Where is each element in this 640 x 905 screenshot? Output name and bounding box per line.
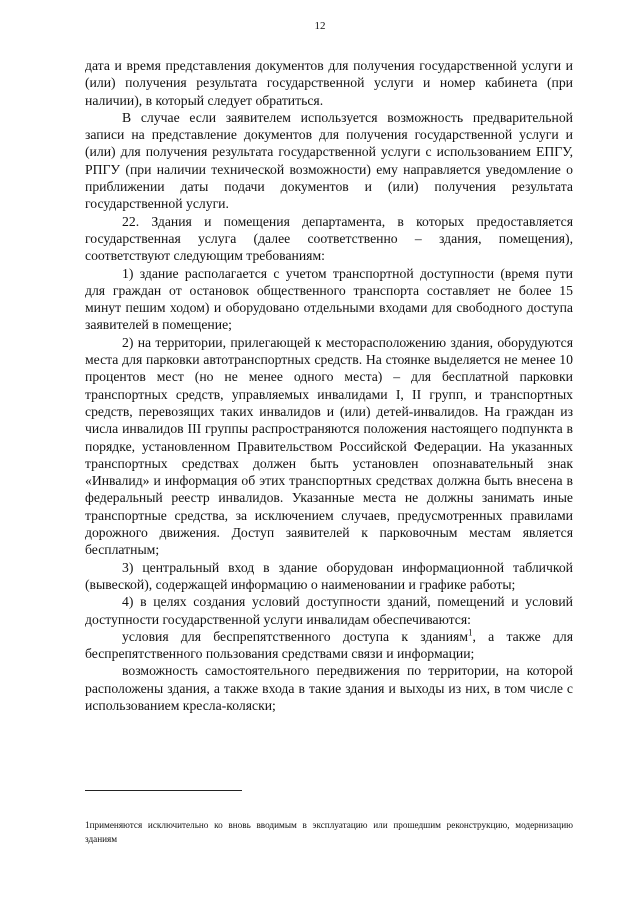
footnote-text: применяются исключительно ко вновь вводимым в эксплуатацию или прошедшим реконструкцию, модернизацию зданиям xyxy=(85,820,573,844)
paragraph-text: условия для беспрепятственного доступа к зданиям xyxy=(122,628,469,644)
paragraph xyxy=(85,593,573,628)
paragraph xyxy=(85,628,573,663)
footnote xyxy=(85,818,573,846)
paragraph xyxy=(85,57,573,109)
footnote-marker: 1 xyxy=(85,820,90,830)
paragraph-text: дата и время представления документов для получения государственной услуги и (или) получения результата государственной услуги и номер кабинета (при наличии), в который следует обратиться. xyxy=(85,58,573,108)
paragraph xyxy=(85,265,573,334)
paragraph-text: 2) на территории, прилегающей к месторасположению здания, оборудуются места для парковки автотранспортных средств. На стоянке выделяется не менее 10 процентов мест (но не менее одного места) – для бесплатной парковки транспортных средств, управляемых инвалидами I, II групп, и транспортных средств, перевозящих таких инвалидов и (или) детей-инвалидов. На граждан из числа инвалидов III группы распространяются положения настоящего подпункта в порядке, установленном Правительством Российской Федерации. На указанных транспортных средствах должен быть установлен опознавательный знак «Инвалид» и информация об этих транспортных средствах должна быть внесена в федеральный реестр инвалидов. Указанные места не должны занимать иные транспортные средства, за исключением случаев, предусмотренных правилами дорожного движения. Доступ заявителей к парковочным местам является бесплатным; xyxy=(85,334,573,558)
paragraph-text: 1) здание располагается с учетом транспортной доступности (время пути для граждан от остановок общественного транспорта составляет не более 15 минут пешим ходом) и оборудовано отдельными входами для свободного доступа заявителей в помещение; xyxy=(85,265,573,333)
footnote-reference: 1 xyxy=(468,627,473,638)
paragraph-text: 3) центральный вход в здание оборудован информационной табличкой (вывеской), содержащей информацию о наименовании и графике работы; xyxy=(85,559,573,592)
paragraph-text: В случае если заявителем используется возможность предварительной записи на представление документов для получения государственной услуги и (или) для получения результата государственной услуги с использованием ЕПГУ, РПГУ (при наличии технической возможности) ему направляется уведомление о приближении даты подачи документов и (или) получения результата государственной услуги. xyxy=(85,109,573,212)
paragraph xyxy=(85,213,573,265)
paragraph xyxy=(85,109,573,213)
paragraph xyxy=(85,559,573,594)
paragraph-text: 22. Здания и помещения департамента, в которых предоставляется государственная услуга (далее соответственно – здания, помещения), соответствуют следующим требованиям: xyxy=(85,213,573,264)
paragraph-text: возможность самостоятельного передвижения по территории, на которой расположены здания, а также входа в такие здания и выходы из них, в том числе с использованием кресла-коляски; xyxy=(85,663,573,713)
paragraph-text: , а также для беспрепятственного пользования средствами связи и информации; xyxy=(85,628,573,662)
paragraph-text: 4) в целях создания условий доступности зданий, помещений и условий доступности государственной услуги инвалидам обеспечиваются: xyxy=(85,594,573,627)
paragraph xyxy=(85,334,573,559)
page-number: 12 xyxy=(314,20,326,32)
paragraph xyxy=(85,662,573,714)
document-body xyxy=(85,57,573,714)
footnote-separator xyxy=(85,790,242,791)
